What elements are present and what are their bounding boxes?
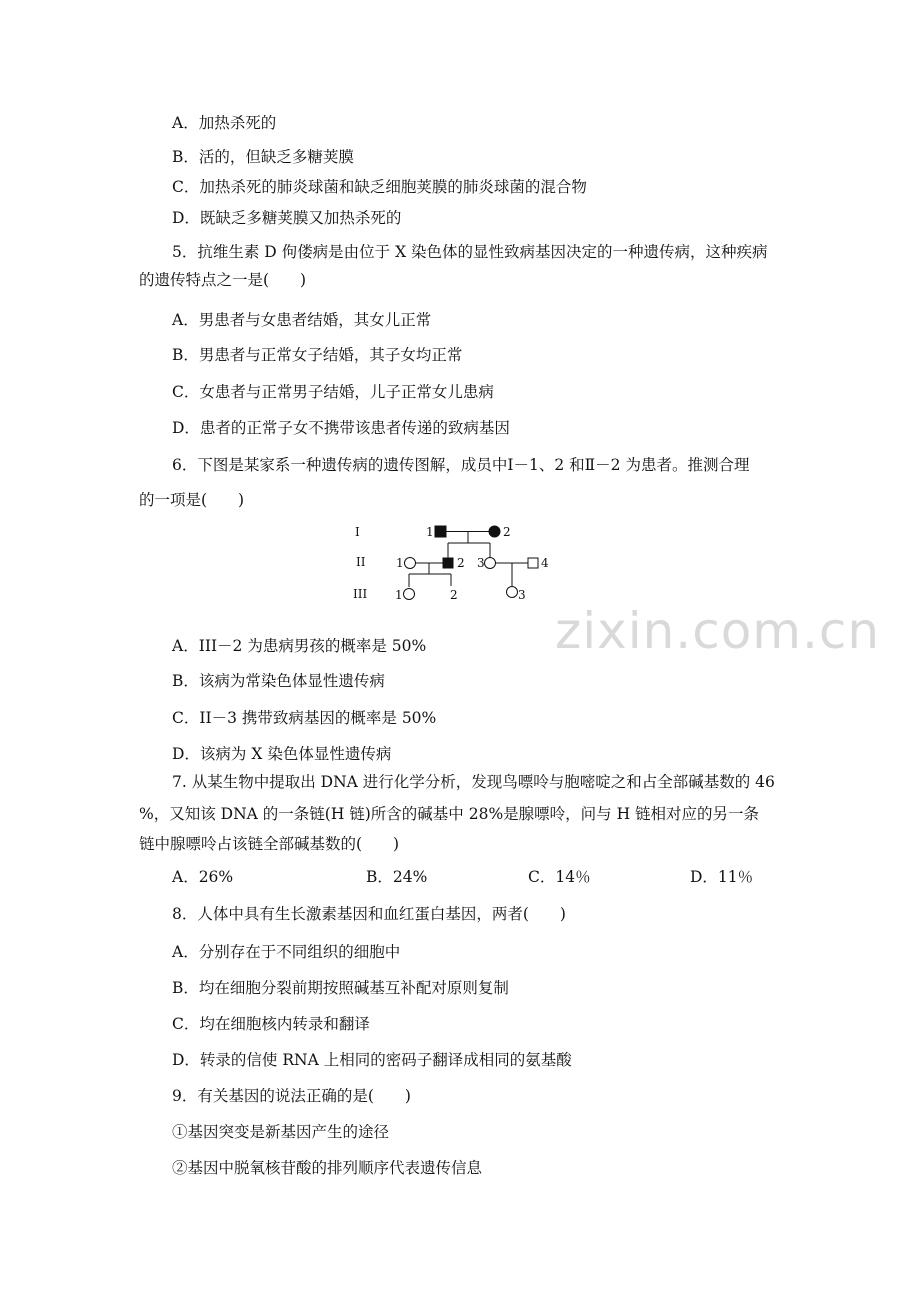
gen-label-ii: II <box>356 555 366 569</box>
q8-option-c: C．均在细胞核内转录和翻译 <box>172 1015 370 1033</box>
q9-statement-2: ②基因中脱氧核苷酸的排列顺序代表遗传信息 <box>172 1159 483 1177</box>
iii1-number: 1 <box>395 588 403 602</box>
i2-affected-female <box>489 526 500 537</box>
q8-option-a: A．分别存在于不同组织的细胞中 <box>172 943 401 961</box>
q5-stem-line1: 5．抗维生素 D 佝偻病是由位于 X 染色体的显性致病基因决定的一种遗传病，这种疾病 <box>172 243 768 261</box>
ii4-normal-male <box>528 558 538 568</box>
q6-stem-line2: 的一项是( ) <box>139 491 245 509</box>
q5-option-d: D．患者的正常子女不携带该患者传递的致病基因 <box>172 419 510 437</box>
ii2-affected-male <box>443 558 453 568</box>
gen-label-iii: III <box>353 587 368 601</box>
iii1-normal-female <box>404 589 415 600</box>
ii2-number: 2 <box>457 556 465 570</box>
q4-option-c: C．加热杀死的肺炎球菌和缺乏细胞荚膜的肺炎球菌的混合物 <box>172 178 587 196</box>
q4-option-d: D．既缺乏多糖荚膜又加热杀死的 <box>172 209 402 227</box>
q4-option-a: A．加热杀死的 <box>172 114 277 132</box>
q8-option-b: B．均在细胞分裂前期按照碱基互补配对原则复制 <box>172 979 509 997</box>
i1-number: 1 <box>426 525 434 539</box>
i1-affected-male <box>435 526 446 537</box>
q8-option-d: D．转录的信使 RNA 上相同的密码子翻译成相同的氨基酸 <box>172 1051 572 1069</box>
gen-label-i: I <box>355 525 360 539</box>
q7-option-c: C．14％ <box>528 868 591 886</box>
q7-stem-line3: 链中腺嘌呤占该链全部碱基数的( ) <box>139 835 400 853</box>
ii3-normal-female <box>485 558 496 569</box>
q7-option-a: A．26% <box>172 868 234 886</box>
q5-option-b: B．男患者与正常女子结婚，其子女均正常 <box>172 346 463 364</box>
q7-option-b: B．24% <box>366 868 428 886</box>
q5-option-a: A．男患者与女患者结婚，其女儿正常 <box>172 311 432 329</box>
q8-stem: 8．人体中具有生长激素基因和血红蛋白基因，两者( ) <box>172 905 566 923</box>
ii3-number: 3 <box>477 556 485 570</box>
ii1-normal-female <box>405 558 416 569</box>
q6-stem-line1: 6．下图是某家系一种遗传病的遗传图解，成员中Ⅰ－1、2 和Ⅱ－2 为患者。推测合理 <box>172 456 750 474</box>
pedigree-diagram <box>340 516 570 608</box>
q5-stem-line2: 的遗传特点之一是( ) <box>139 271 307 289</box>
q6-option-d: D．该病为 X 染色体显性遗传病 <box>172 745 392 763</box>
iii3-normal-female <box>507 587 518 598</box>
iii3-number: 3 <box>518 588 526 602</box>
q9-statement-1: ①基因突变是新基因产生的途径 <box>172 1123 390 1141</box>
q7-option-d: D．11％ <box>690 868 754 886</box>
q9-stem: 9．有关基因的说法正确的是( ) <box>172 1087 411 1105</box>
q6-option-b: B．该病为常染色体显性遗传病 <box>172 672 385 690</box>
q6-option-a: A．III－2 为患病男孩的概率是 50% <box>172 637 427 655</box>
ii1-number: 1 <box>396 556 404 570</box>
watermark: zixin.com.cn <box>555 602 881 660</box>
i2-number: 2 <box>503 525 511 539</box>
ii4-number: 4 <box>541 556 549 570</box>
q7-stem-line1: 7. 从某生物中提取出 DNA 进行化学分析，发现鸟嘌呤与胞嘧啶之和占全部碱基数的 46 <box>172 773 775 791</box>
q6-option-c: C．II－3 携带致病基因的概率是 50% <box>172 709 437 727</box>
q5-option-c: C．女患者与正常男子结婚，儿子正常女儿患病 <box>172 383 494 401</box>
q4-option-b: B．活的，但缺乏多糖荚膜 <box>172 148 354 166</box>
iii2-number: 2 <box>450 588 458 602</box>
q7-stem-line2: %，又知该 DNA 的一条链(H 链)所含的碱基中 28%是腺嘌呤，问与 H 链相对应的另一条 <box>139 805 760 823</box>
